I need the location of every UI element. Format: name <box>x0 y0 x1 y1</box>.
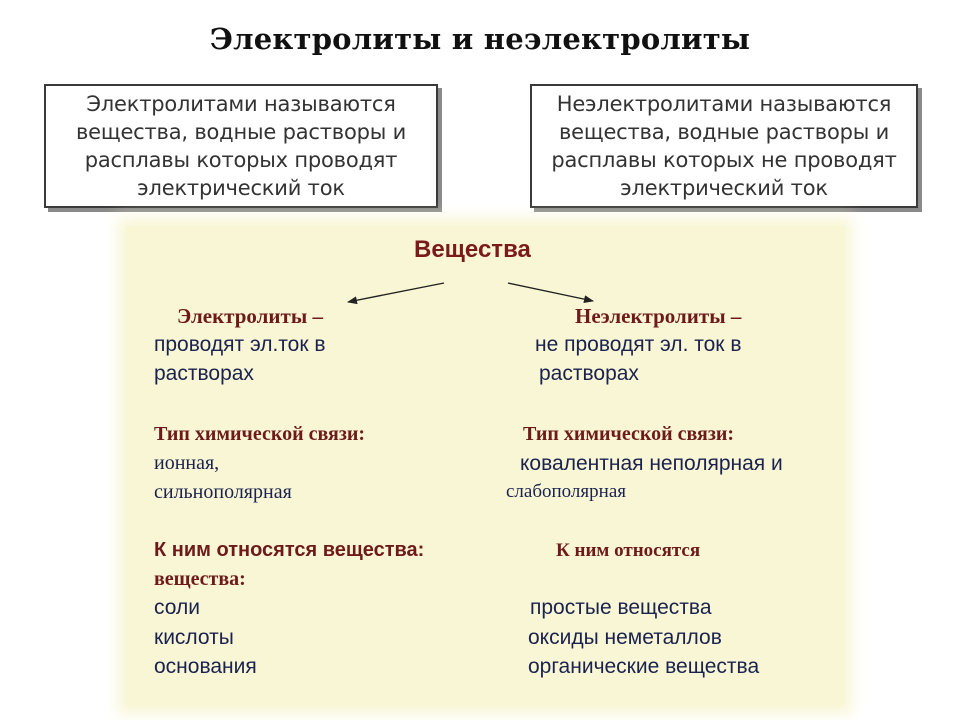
page-title: Электролиты и неэлектролиты <box>209 22 751 56</box>
electrolytes-item-acids: кислоты <box>154 626 234 649</box>
arrow-left <box>348 283 444 302</box>
nonelectrolytes-definition-text: Неэлектролитами называются вещества, водные растворы и расплавы которых не проводят электрический ток <box>551 92 897 200</box>
electrolytes-bond-1: ионная, <box>154 452 220 474</box>
electrolytes-bond-label: Тип химической связи: <box>154 423 366 445</box>
electrolytes-includes-2: вещества: <box>154 568 246 590</box>
nonelectrolytes-bond-2: слабополярная <box>506 481 626 502</box>
electrolytes-heading: Электролиты – <box>177 304 323 328</box>
nonelectrolytes-item-oxides: оксиды неметаллов <box>528 626 722 649</box>
electrolytes-desc-2: растворах <box>154 362 254 385</box>
electrolytes-bond-2: сильнополярная <box>154 481 292 503</box>
nonelectrolytes-heading: Неэлектролиты – <box>575 304 742 328</box>
scheme-heading: Вещества <box>414 236 531 263</box>
electrolytes-desc-1: проводят эл.ток в <box>154 333 326 356</box>
nonelectrolytes-bond-1: ковалентная неполярная и <box>520 452 783 475</box>
arrow-right <box>508 283 593 301</box>
nonelectrolytes-item-organic: органические вещества <box>528 655 760 678</box>
nonelectrolytes-item-simple: простые вещества <box>530 596 712 619</box>
nonelectrolytes-desc-1: не проводят эл. ток в <box>535 333 742 356</box>
nonelectrolytes-desc-2: растворах <box>539 362 639 385</box>
electrolytes-definition-text: Электролитами называются вещества, водные растворы и расплавы которых проводят электрический ток <box>75 92 407 200</box>
nonelectrolytes-includes: К ним относятся <box>556 540 701 561</box>
nonelectrolytes-bond-label: Тип химической связи: <box>523 423 735 445</box>
electrolytes-item-salts: соли <box>154 596 200 619</box>
electrolytes-includes-1: К ним относятся вещества: <box>154 539 425 561</box>
electrolytes-item-bases: основания <box>154 655 257 678</box>
